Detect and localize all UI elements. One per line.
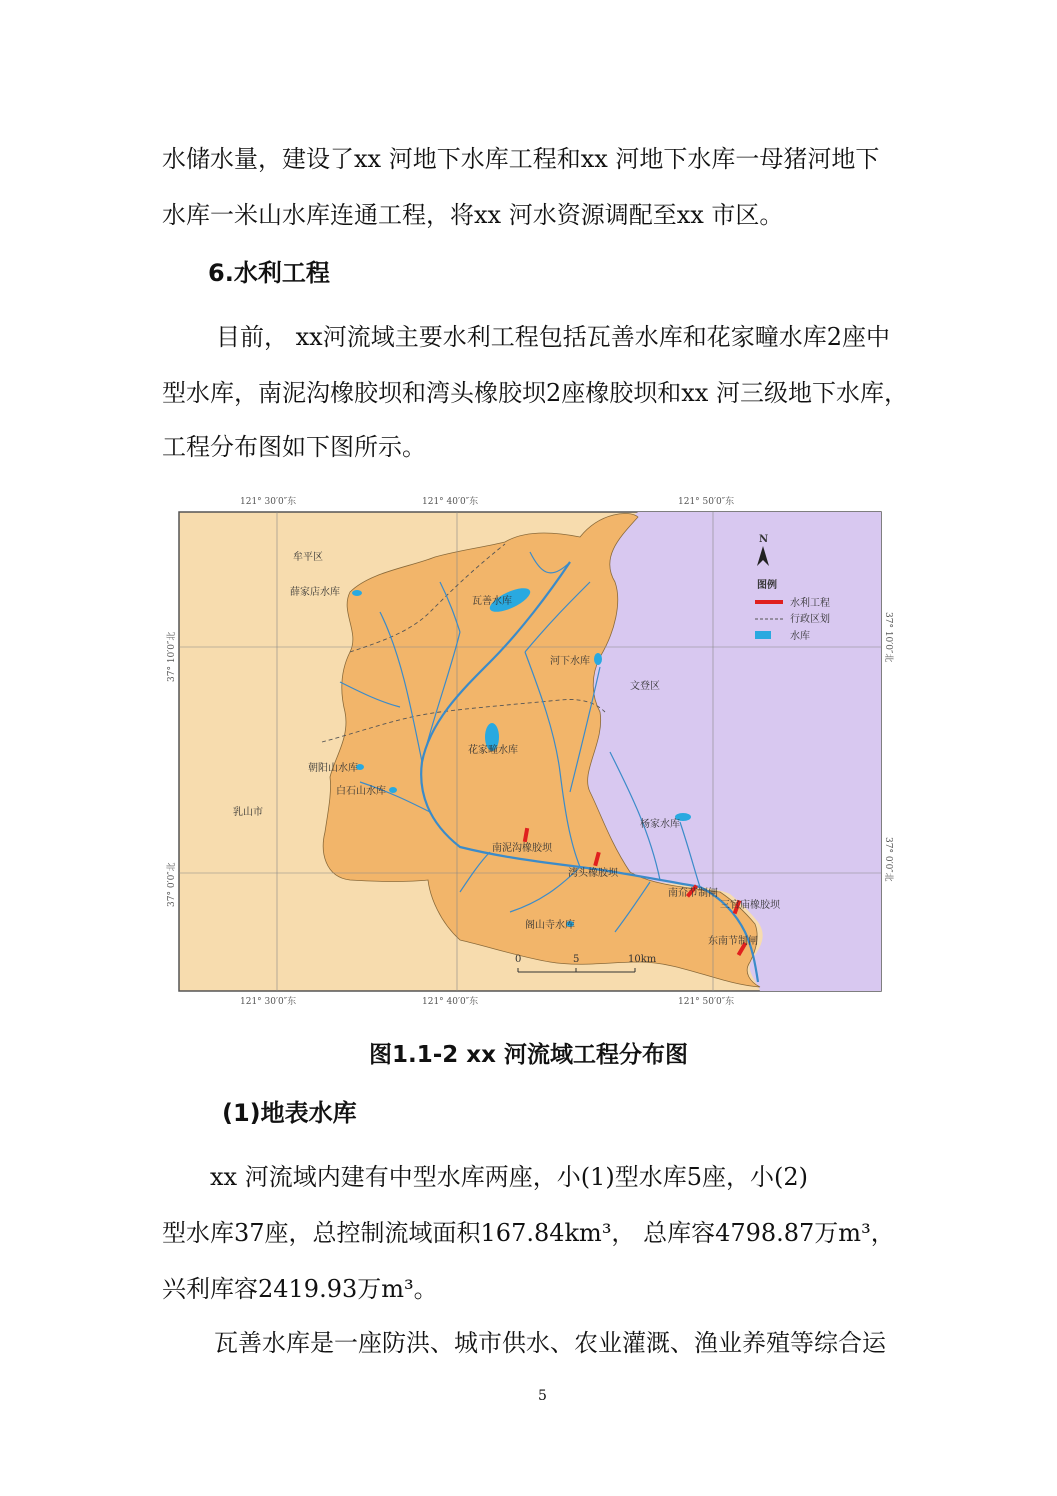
svg-text:5: 5	[573, 954, 580, 965]
basin-map	[160, 492, 895, 1012]
coord-label: 37° 0′0″北	[883, 837, 893, 882]
north-arrow-label: N	[759, 534, 769, 545]
region-label: 乳山市	[233, 807, 263, 818]
section-heading: 6.水利工程	[208, 259, 330, 287]
paragraph-line: xx 河流域内建有中型水库两座，小(1)型水库5座，小(2)	[210, 1163, 808, 1191]
paragraph-line: 瓦善水库是一座防洪、城市供水、农业灌溉、渔业养殖等综合运	[214, 1329, 886, 1357]
dam-label: 南夼节制闸	[668, 888, 718, 899]
coord-label: 121° 40′0″东	[422, 497, 479, 507]
legend-item: 行政区划	[790, 614, 830, 625]
reservoir-label: 薛家店水库	[290, 587, 340, 598]
figure-caption: 图1.1-2 xx 河流域工程分布图	[369, 1042, 688, 1068]
paragraph-line: 型水库37座，总控制流域面积167.84km³， 总库容4798.87万m³，	[162, 1219, 895, 1247]
coord-label: 121° 50′0″东	[678, 497, 735, 507]
coord-label: 37° 10′0″北	[883, 612, 893, 663]
legend-swatch-reservoir	[755, 631, 771, 639]
paragraph-line: 兴利库容2419.93万m³。	[162, 1275, 438, 1303]
reservoir-label: 朝阳山水库	[308, 763, 358, 774]
dam-label: 东南节制闸	[708, 936, 758, 947]
paragraph-line: 水储水量，建设了xx 河地下水库工程和xx 河地下水库一母猪河地下	[162, 145, 880, 173]
legend-item: 水库	[790, 631, 810, 642]
dam-label: 湾头橡胶坝	[568, 868, 618, 879]
coord-label: 37° 10′0″北	[167, 631, 177, 682]
coord-label: 121° 40′0″东	[422, 997, 479, 1007]
dam-label: 南泥沟橡胶坝	[492, 843, 552, 854]
region-label: 牟平区	[293, 552, 323, 563]
reservoir-label: 杨家水库	[640, 819, 680, 830]
legend-swatch-project	[755, 600, 783, 604]
reservoir-label: 花家疃水库	[468, 745, 518, 756]
reservoir-label: 阁山寺水库	[525, 920, 575, 931]
reservoir-label: 河下水库	[550, 656, 590, 667]
coord-label: 121° 30′0″东	[240, 497, 297, 507]
coord-label: 37° 0′0″北	[167, 862, 177, 907]
paragraph-line: 工程分布图如下图所示。	[162, 433, 426, 461]
svg-text:0: 0	[515, 954, 522, 965]
paragraph-line: 型水库，南泥沟橡胶坝和湾头橡胶坝2座橡胶坝和xx 河三级地下水库，	[162, 379, 908, 407]
section-heading: (1)地表水库	[222, 1099, 357, 1127]
dam-label: 三官庙橡胶坝	[720, 900, 780, 911]
region-label: 文登区	[630, 681, 660, 692]
coord-label: 121° 30′0″东	[240, 997, 297, 1007]
reservoir-label: 瓦善水库	[472, 596, 512, 607]
paragraph-line: 目前， xx河流域主要水利工程包括瓦善水库和花家疃水库2座中	[216, 323, 890, 351]
legend-title: 图例	[757, 580, 777, 591]
paragraph-line: 水库一米山水库连通工程，将xx 河水资源调配至xx 市区。	[162, 201, 784, 229]
svg-text:10km: 10km	[628, 954, 657, 965]
reservoir-label: 白石山水库	[336, 786, 386, 797]
coord-label: 121° 50′0″东	[678, 997, 735, 1007]
legend-item: 水利工程	[790, 598, 830, 609]
page-number: 5	[538, 1388, 547, 1404]
